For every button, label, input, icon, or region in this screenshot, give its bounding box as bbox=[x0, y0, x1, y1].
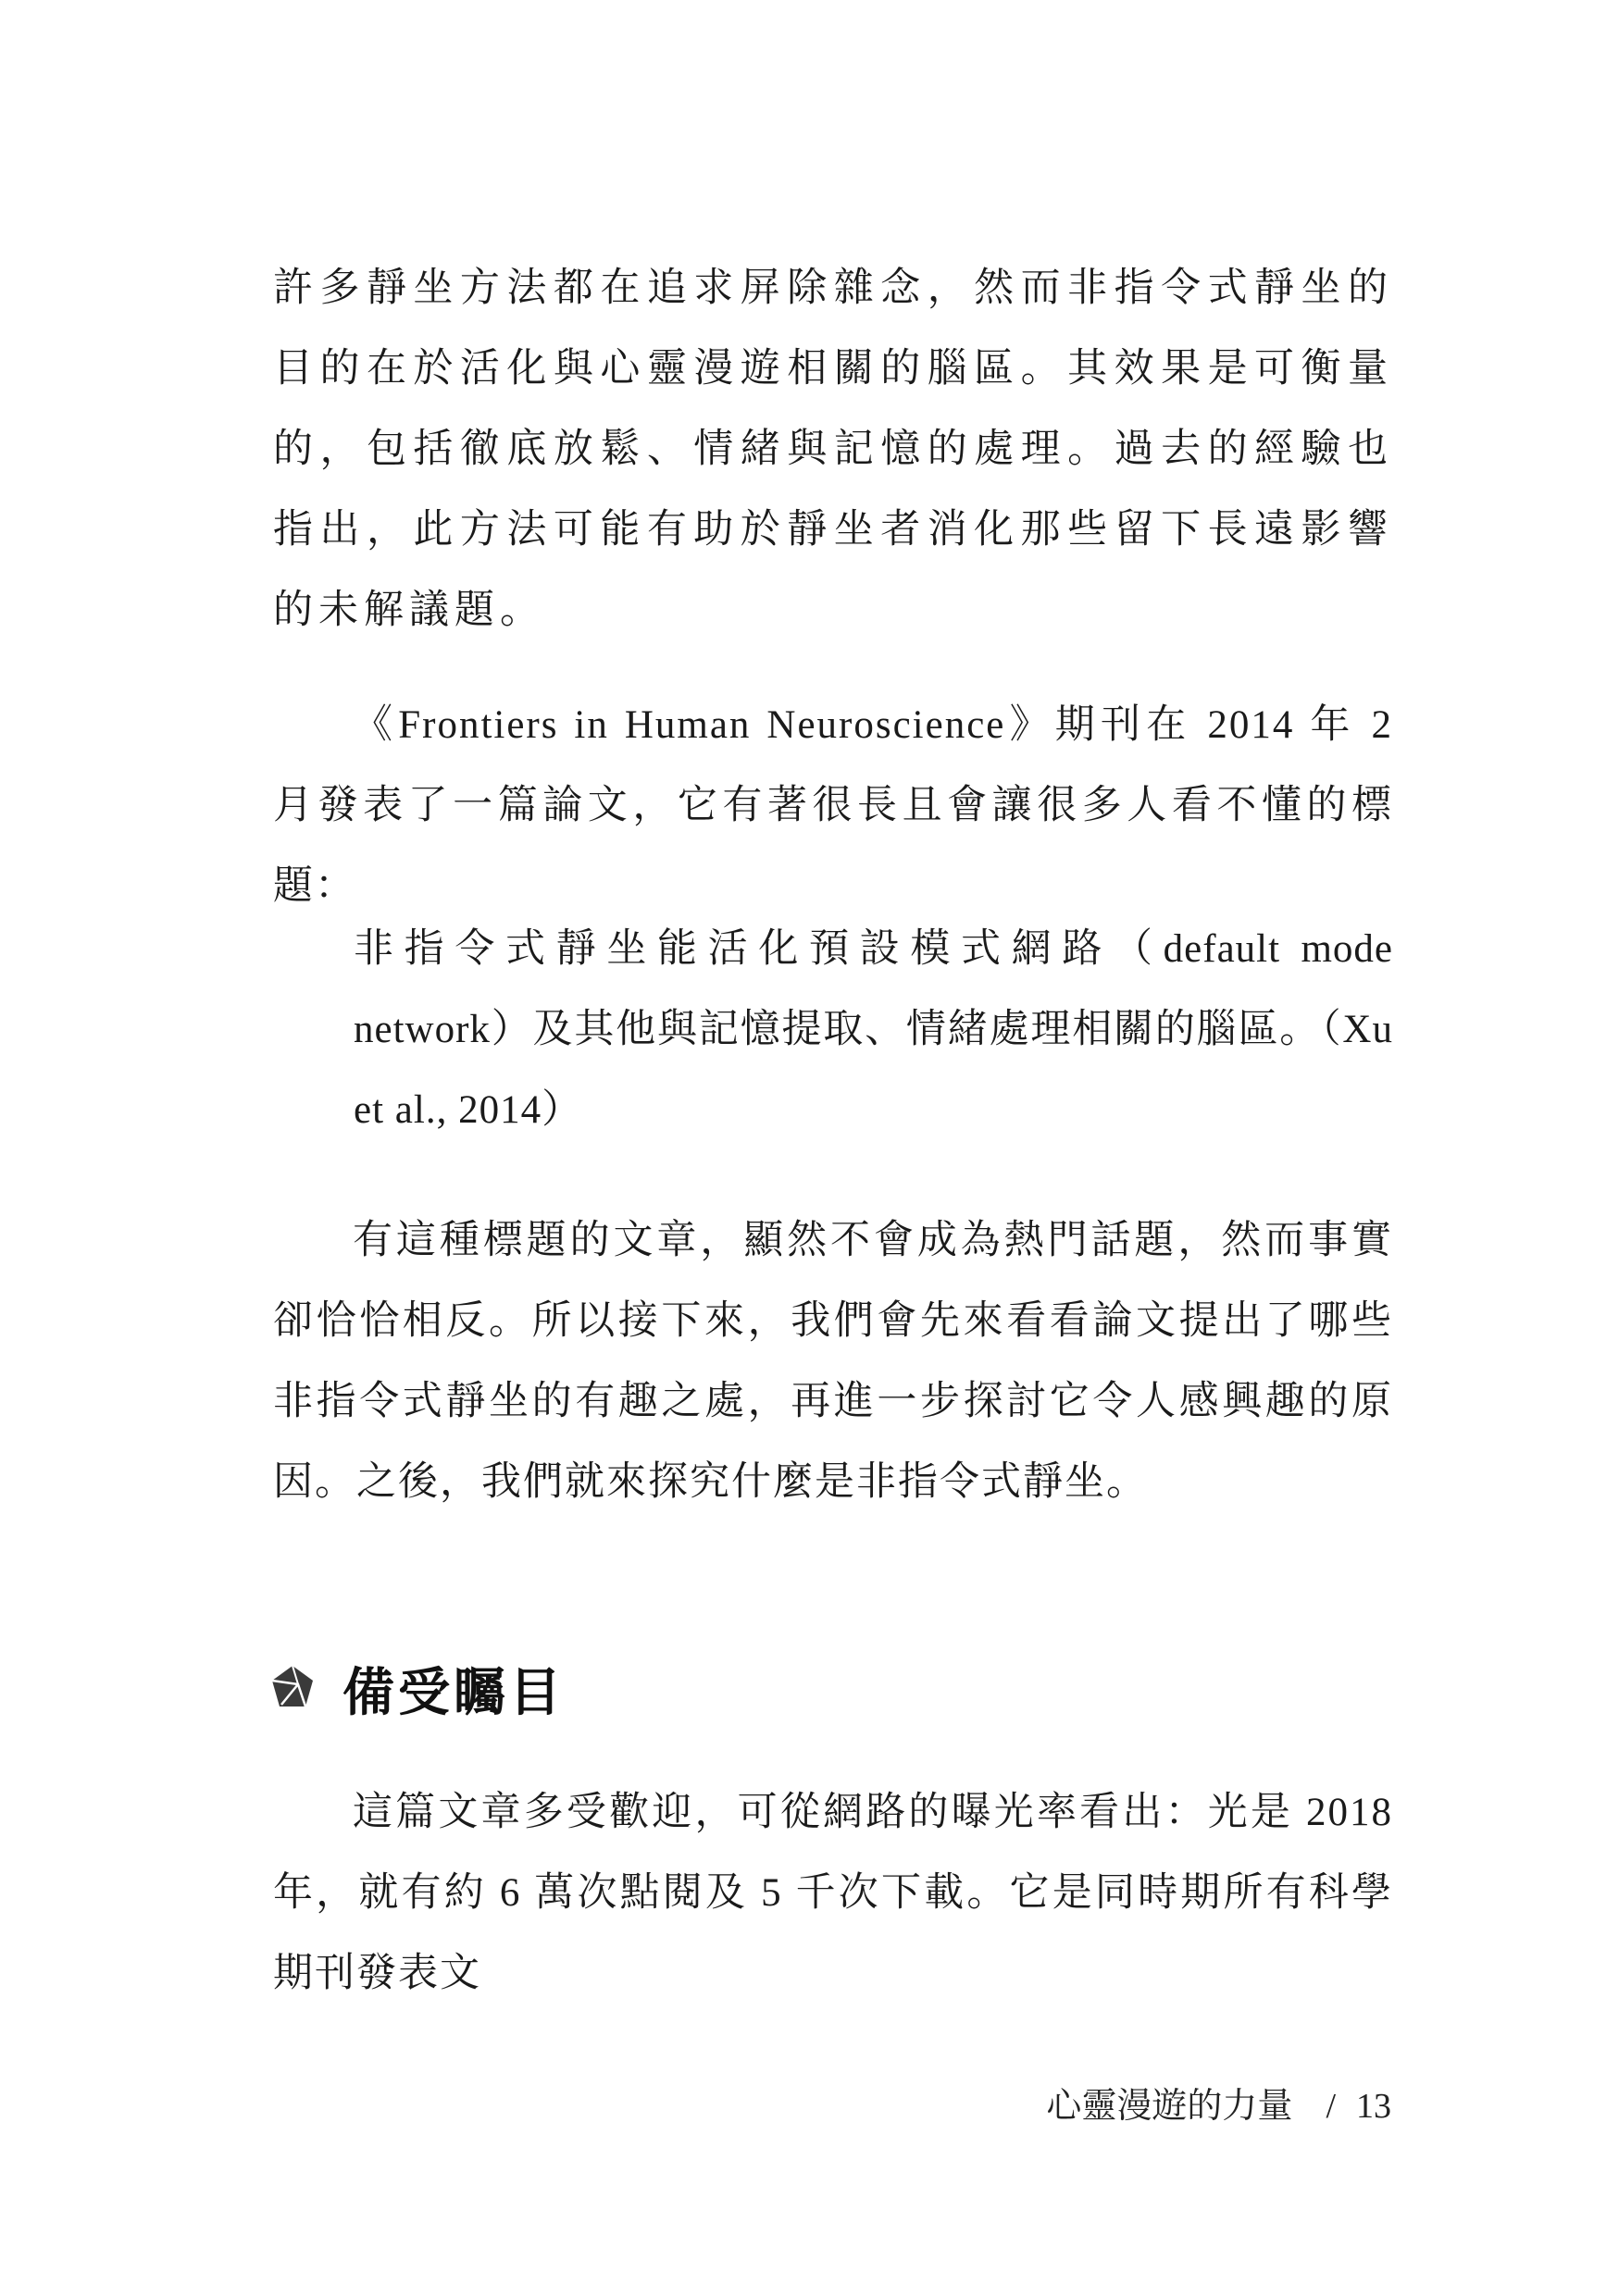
paragraph-contrast: 有這種標題的文章，顯然不會成為熱門話題，然而事實卻恰恰相反。所以接下來，我們會先來看看論文提出了哪些非指令式靜坐的有趣之處，再進一步探討它令人感興趣的原因。之後，我們就來探究什麼是非指令式靜坐。 bbox=[273, 1219, 1393, 1504]
section-title: 備受矚目 bbox=[342, 1663, 565, 1723]
page-number: 13 bbox=[1356, 2087, 1391, 2126]
paragraph-intro: 許多靜坐方法都在追求屏除雜念，然而非指令式靜坐的目的在於活化與心靈漫遊相關的腦區。其效果是可衡量的，包括徹底放鬆、情緒與記憶的處理。過去的經驗也指出，此方法可能有助於靜坐者消化那些留下長遠影響的未解議題。 bbox=[273, 265, 1393, 633]
running-title: 心靈漫遊的力量 bbox=[1046, 2087, 1293, 2126]
section-heading bbox=[270, 1652, 565, 1726]
pentagon-gem-icon bbox=[270, 1664, 315, 1715]
page-footer bbox=[1046, 2077, 1391, 2128]
paragraph-journal: 《Frontiers in Human Neuroscience》期刊在 2014 年 2 月發表了一篇論文，它有著很長且會讓很多人看不懂的標題： bbox=[273, 703, 1393, 908]
footer-separator: / bbox=[1326, 2087, 1336, 2126]
block-quote-title: 非指令式靜坐能活化預設模式網路（default mode network）及其他與記憶提取、情緒處理相關的腦區。（Xu et al., 2014） bbox=[354, 927, 1393, 1132]
paragraph-popularity: 這篇文章多受歡迎，可從網路的曝光率看出：光是 2018 年，就有約 6 萬次點閱及 5 千次下載。它是同時期所有科學期刊發表文 bbox=[273, 1791, 1393, 1995]
